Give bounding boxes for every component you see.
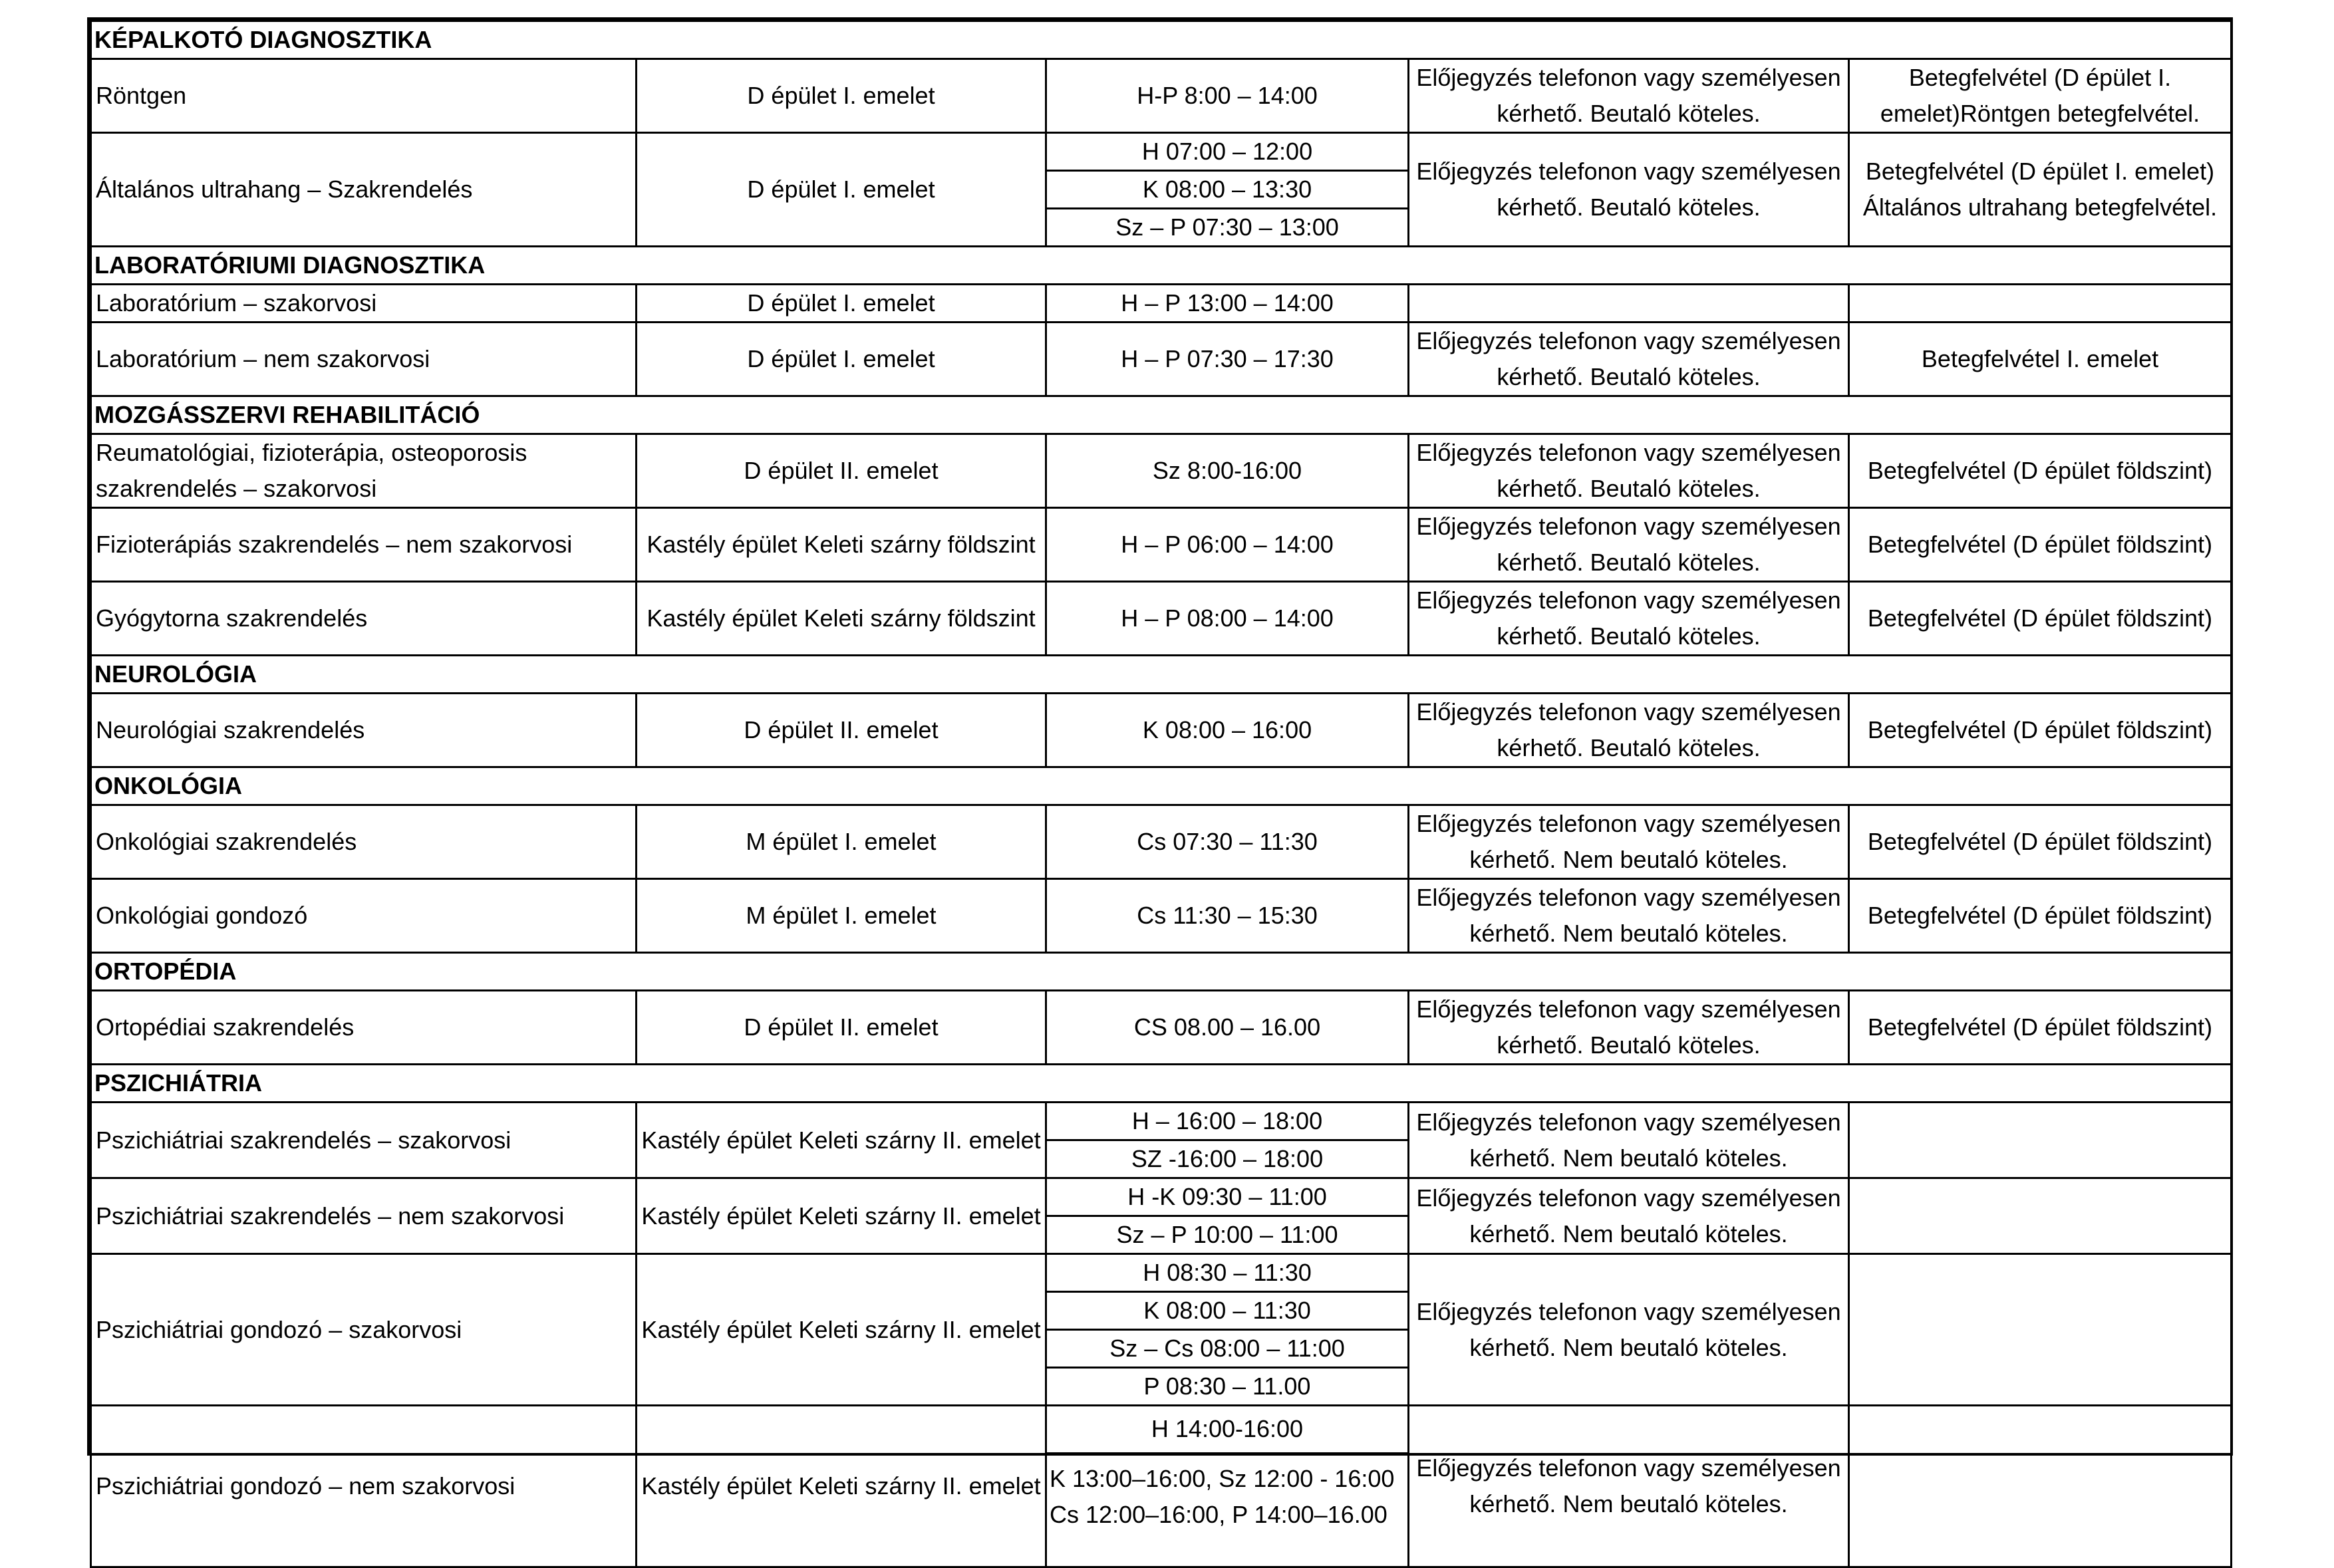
admission-info <box>1849 1406 2232 1567</box>
section-row <box>91 1065 2232 1103</box>
admission-info <box>1849 285 2232 323</box>
section-row <box>91 247 2232 285</box>
location: Kastély épület Keleti szárny földszint <box>637 582 1046 656</box>
table-row <box>91 879 2232 953</box>
section-row <box>91 396 2232 434</box>
section-row <box>91 953 2232 991</box>
service-name: Neurológiai szakrendelés <box>91 694 637 767</box>
section-row <box>91 656 2232 694</box>
service-name: Általános ultrahang – Szakrendelés <box>91 133 637 247</box>
section-title: KÉPALKOTÓ DIAGNOSZTIKA <box>91 21 2232 59</box>
hours-slot: SZ -16:00 – 18:00 <box>1047 1139 1407 1177</box>
table-row <box>91 285 2232 323</box>
admission-info: Betegfelvétel (D épület földszint) <box>1849 805 2232 879</box>
hours: H – P 06:00 – 14:00 <box>1046 508 1409 582</box>
booking-info: Előjegyzés telefonon vagy személyesen kérhető. Nem beutaló köteles. <box>1409 1406 1849 1567</box>
booking-info: Előjegyzés telefonon vagy személyesen kérhető. Beutaló köteles. <box>1409 59 1849 133</box>
location: Kastély épület Keleti szárny II. emelet <box>637 1406 1046 1567</box>
booking-info: Előjegyzés telefonon vagy személyesen kérhető. Nem beutaló köteles. <box>1409 1178 1849 1254</box>
hours-slot: Sz – Cs 08:00 – 11:00 <box>1047 1329 1407 1367</box>
service-name: Pszichiátriai gondozó – nem szakorvosi <box>91 1406 637 1567</box>
hours <box>1046 1178 1409 1254</box>
table-row <box>91 991 2232 1065</box>
hours: H – P 13:00 – 14:00 <box>1046 285 1409 323</box>
admission-info: Betegfelvétel (D épület földszint) <box>1849 879 2232 953</box>
location: Kastély épület Keleti szárny II. emelet <box>637 1254 1046 1406</box>
table-row <box>91 323 2232 396</box>
service-name: Pszichiátriai szakrendelés – szakorvosi <box>91 1103 637 1178</box>
hours <box>1046 1406 1409 1567</box>
location: D épület I. emelet <box>637 323 1046 396</box>
hours: H – P 07:30 – 17:30 <box>1046 323 1409 396</box>
schedule-table <box>90 20 2232 1568</box>
table-row <box>91 59 2232 133</box>
booking-info: Előjegyzés telefonon vagy személyesen kérhető. Beutaló köteles. <box>1409 694 1849 767</box>
hours-slot: H – 16:00 – 18:00 <box>1131 1107 1323 1134</box>
booking-info: Előjegyzés telefonon vagy személyesen kérhető. Beutaló köteles. <box>1409 133 1849 247</box>
section-title: NEUROLÓGIA <box>91 656 2232 694</box>
admission-info <box>1849 1254 2232 1406</box>
hours-slot: H 07:00 – 12:00 <box>1141 138 1313 165</box>
location: D épület I. emelet <box>637 133 1046 247</box>
booking-info: Előjegyzés telefonon vagy személyesen kérhető. Nem beutaló köteles. <box>1409 1254 1849 1406</box>
hours-slot <box>1047 1452 1407 1566</box>
admission-info: Betegfelvétel (D épület földszint) <box>1849 508 2232 582</box>
service-name: Fizioterápiás szakrendelés – nem szakorvosi <box>91 508 637 582</box>
admission-info: Betegfelvétel (D épület földszint) <box>1849 991 2232 1065</box>
section-title: MOZGÁSSZERVI REHABILITÁCIÓ <box>91 396 2232 434</box>
booking-info <box>1409 285 1849 323</box>
admission-info <box>1849 1103 2232 1178</box>
booking-info: Előjegyzés telefonon vagy személyesen kérhető. Nem beutaló köteles. <box>1409 1103 1849 1178</box>
hours: K 08:00 – 16:00 <box>1046 694 1409 767</box>
booking-info: Előjegyzés telefonon vagy személyesen kérhető. Nem beutaló köteles. <box>1409 879 1849 953</box>
table-row <box>91 1406 2232 1567</box>
table-row <box>91 1103 2232 1178</box>
table-row <box>91 1178 2232 1254</box>
location: D épület I. emelet <box>637 59 1046 133</box>
location: Kastély épület Keleti szárny II. emelet <box>637 1103 1046 1178</box>
section-title: ORTOPÉDIA <box>91 953 2232 991</box>
hours: CS 08.00 – 16.00 <box>1046 991 1409 1065</box>
booking-info: Előjegyzés telefonon vagy személyesen kérhető. Beutaló köteles. <box>1409 434 1849 508</box>
location: Kastély épület Keleti szárny II. emelet <box>637 1178 1046 1254</box>
hours: H-P 8:00 – 14:00 <box>1046 59 1409 133</box>
service-name: Pszichiátriai gondozó – szakorvosi <box>91 1254 637 1406</box>
service-name: Onkológiai szakrendelés <box>91 805 637 879</box>
table-row <box>91 508 2232 582</box>
hours-slot: K 08:00 – 11:30 <box>1047 1291 1407 1329</box>
table-row <box>91 434 2232 508</box>
service-name: Röntgen <box>91 59 637 133</box>
hours <box>1046 1254 1409 1406</box>
service-name: Gyógytorna szakrendelés <box>91 582 637 656</box>
hours-slot: P 08:30 – 11.00 <box>1047 1367 1407 1404</box>
location: D épület II. emelet <box>637 434 1046 508</box>
admission-info: Betegfelvétel (D épület I. emelet) Általános ultrahang betegfelvétel. <box>1849 133 2232 247</box>
table-row <box>91 1254 2232 1406</box>
table-row <box>91 694 2232 767</box>
location: D épület I. emelet <box>637 285 1046 323</box>
admission-info <box>1849 1178 2232 1254</box>
location: M épület I. emelet <box>637 879 1046 953</box>
table-row <box>91 805 2232 879</box>
hours-slot: Sz – P 07:30 – 13:00 <box>1047 207 1407 245</box>
service-name: Reumatológiai, fizioterápia, osteoporosis szakrendelés – szakorvosi <box>91 434 637 508</box>
booking-info: Előjegyzés telefonon vagy személyesen kérhető. Beutaló köteles. <box>1409 582 1849 656</box>
hours-slot: K 08:00 – 13:30 <box>1047 170 1407 207</box>
admission-info: Betegfelvétel I. emelet <box>1849 323 2232 396</box>
service-name: Onkológiai gondozó <box>91 879 637 953</box>
section-row <box>91 21 2232 59</box>
booking-info: Előjegyzés telefonon vagy személyesen kérhető. Beutaló köteles. <box>1409 991 1849 1065</box>
hours <box>1046 133 1409 247</box>
admission-info: Betegfelvétel (D épület földszint) <box>1849 582 2232 656</box>
location: M épület I. emelet <box>637 805 1046 879</box>
service-name: Ortopédiai szakrendelés <box>91 991 637 1065</box>
hours: Sz 8:00-16:00 <box>1046 434 1409 508</box>
table-row <box>91 133 2232 247</box>
location: Kastély épület Keleti szárny földszint <box>637 508 1046 582</box>
hours-slot: H 08:30 – 11:30 <box>1143 1259 1312 1286</box>
hours: H – P 08:00 – 14:00 <box>1046 582 1409 656</box>
hours-slot: H 14:00-16:00 <box>1151 1415 1304 1443</box>
section-title: ONKOLÓGIA <box>91 767 2232 805</box>
hours: Cs 07:30 – 11:30 <box>1046 805 1409 879</box>
booking-info: Előjegyzés telefonon vagy személyesen kérhető. Nem beutaló köteles. <box>1409 805 1849 879</box>
hours-slot: Sz – P 10:00 – 11:00 <box>1047 1215 1407 1253</box>
location: D épület II. emelet <box>637 694 1046 767</box>
schedule-sheet <box>87 17 2233 1528</box>
hours: Cs 11:30 – 15:30 <box>1046 879 1409 953</box>
hours-line: Cs 12:00–16:00, P 14:00–16.00 <box>1050 1500 1387 1528</box>
service-name: Laboratórium – szakorvosi <box>91 285 637 323</box>
booking-info: Előjegyzés telefonon vagy személyesen kérhető. Beutaló köteles. <box>1409 508 1849 582</box>
hours <box>1046 1103 1409 1178</box>
admission-info: Betegfelvétel (D épület I. emelet)Röntgen betegfelvétel. <box>1849 59 2232 133</box>
service-name: Pszichiátriai szakrendelés – nem szakorvosi <box>91 1178 637 1254</box>
booking-info: Előjegyzés telefonon vagy személyesen kérhető. Beutaló köteles. <box>1409 323 1849 396</box>
admission-info: Betegfelvétel (D épület földszint) <box>1849 434 2232 508</box>
hours-line: K 13:00–16:00, Sz 12:00 - 16:00 <box>1050 1464 1395 1492</box>
hours-slot: H -K 09:30 – 11:00 <box>1127 1183 1327 1210</box>
section-row <box>91 767 2232 805</box>
location: D épület II. emelet <box>637 991 1046 1065</box>
admission-info: Betegfelvétel (D épület földszint) <box>1849 694 2232 767</box>
service-name: Laboratórium – nem szakorvosi <box>91 323 637 396</box>
section-title: LABORATÓRIUMI DIAGNOSZTIKA <box>91 247 2232 285</box>
table-row <box>91 582 2232 656</box>
section-title: PSZICHIÁTRIA <box>91 1065 2232 1103</box>
